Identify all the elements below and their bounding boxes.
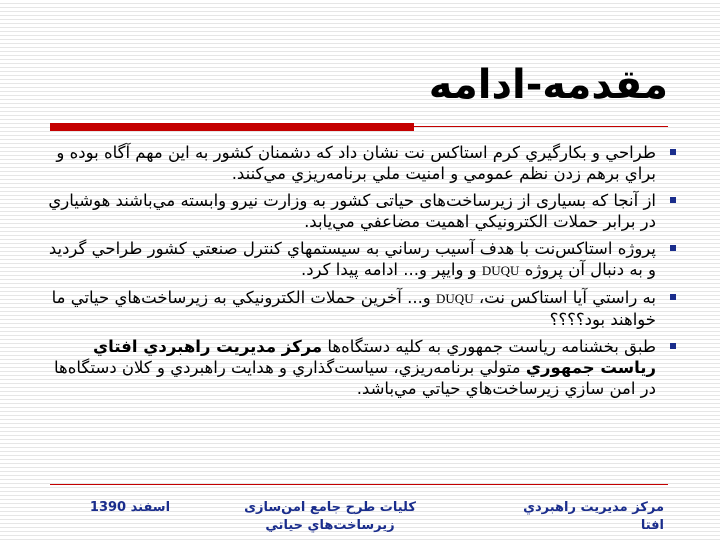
bullet-text-part: و وايپر و... ادامه پيدا كرد.: [300, 260, 482, 279]
bullet-bold-org: مركز مديريت راهبردي افتاي رياست جمهوري: [93, 337, 656, 377]
bullet-item: [46, 336, 686, 399]
bullet-item: [46, 238, 686, 281]
bullet-latin-term: DUQU: [481, 263, 520, 278]
bullet-text: طراحي و بكارگيري كرم استاكس نت نشان داد كه دشمنان كشور به اين مهم آگاه بوده و براي برهم زدن نظم عمومي و امنيت ملي برنامه‌ريزي مي‌كنند.: [56, 143, 656, 183]
bullet-item: [46, 142, 686, 184]
bullet-square-icon: [670, 149, 676, 155]
footer-divider: [50, 484, 668, 485]
bullet-text-part: پروژه استاكس‌نت با هدف آسيب رساني به سيستمهاي كنترل صنعتي كشور طراحي گرديد و به دنبال آن پروژه: [48, 239, 656, 279]
bullet-square-icon: [670, 294, 676, 300]
bullet-text-part: طبق بخشنامه رياست جمهوري به كليه دستگاه‌ها: [322, 337, 656, 356]
bullet-latin-term: DUQU: [436, 291, 474, 306]
bullet-square-icon: [670, 245, 676, 251]
bullet-square-icon: [670, 343, 676, 349]
bullet-list: [46, 142, 686, 405]
title-accent-bar: [50, 123, 414, 131]
slide-title: مقدمه-ادامه: [428, 62, 668, 108]
bullet-square-icon: [670, 197, 676, 203]
bullet-item: [46, 287, 686, 330]
bullet-text-part: متولي برنامه‌ريزي، سياست‌گذاري و هدايت راهبردي و كلان دستگاه‌ها در امن سازي زيرساخت‌هاي حياتي مي‌باشد.: [54, 358, 656, 398]
bullet-text: از آنجا که بسیاری از زیرساخت‌های حیاتی کشور به وزارت نيرو وابسته مي‌باشند هوشياري در برابر حملات الكترونيكي اهميت مضاعفي مي‌يابد.: [48, 191, 656, 231]
footer-date: اسفند 1390: [89, 500, 171, 515]
footer-presentation-title: كليات طرح جامع امن‌سازی زيرساخت‌هاي حياتي: [244, 500, 416, 533]
bullet-text-part: و... آخرين حملات الكترونيكي به زيرساخت‌هاي حياتي ما خواهند بود؟؟؟؟: [51, 288, 656, 329]
bullet-item: [46, 190, 686, 232]
bullet-text-part: به راستي آيا استاکس نت،: [473, 288, 656, 307]
footer-organization: مركز مديريت راهبردي افتا: [523, 500, 664, 533]
